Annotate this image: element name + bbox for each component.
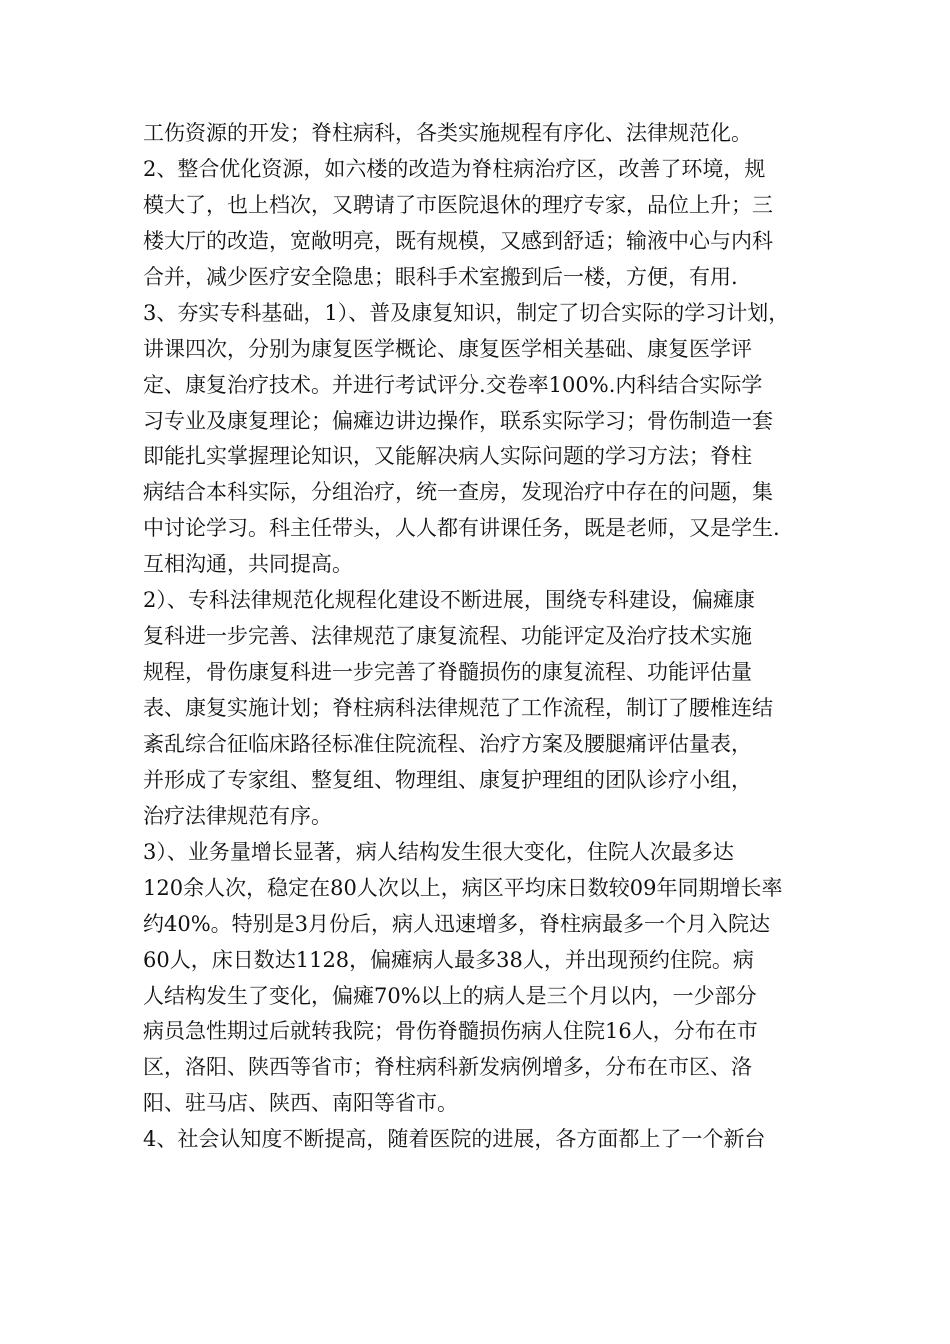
text-line: 病结合本科实际，分组治疗，统一查房，发现治疗中存在的问题，集: [143, 480, 773, 505]
text-line: 规程，骨伤康复科进一步完善了脊髓损伤的康复流程、功能评估量: [143, 660, 752, 685]
text-line: 合并，减少医疗安全隐患；眼科手术室搬到后一楼，方便，有用.: [143, 264, 738, 289]
text-line: 讲课四次，分别为康复医学概论、康复医学相关基础、康复医学评: [143, 336, 752, 361]
text-line: 即能扎实掌握理论知识，又能解决病人实际问题的学习方法；脊柱: [143, 444, 752, 469]
text-line: 治疗法律规范有序。: [143, 803, 332, 828]
text-line: 阳、驻马店、陕西、南阳等省市。: [143, 1091, 458, 1116]
text-line: 60人，床日数达1128，偏瘫病人最多38人，并出现预约住院。病: [143, 947, 754, 972]
text-line: 3）、业务量增长显著，病人结构发生很大变化，住院人次最多达: [143, 839, 734, 864]
text-line: 区，洛阳、陕西等省市；脊柱病科新发病例增多，分布在市区、洛: [143, 1055, 752, 1080]
text-line: 楼大厅的改造，宽敞明亮，既有规模，又感到舒适；输液中心与内科: [143, 228, 773, 253]
text-line: 病员急性期过后就转我院；骨伤脊髓损伤病人住院16人，分布在市: [143, 1019, 758, 1044]
text-line: 中讨论学习。科主任带头，人人都有讲课任务，既是老师，又是学生.: [143, 516, 780, 541]
text-line: 习专业及康复理论；偏瘫边讲边操作，联系实际学习；骨伤制造一套: [143, 408, 773, 433]
text-line: 2）、专科法律规范化规程化建设不断进展，围绕专科建设，偏瘫康: [143, 588, 755, 613]
text-line: 复科进一步完善、法律规范了康复流程、功能评定及治疗技术实施: [143, 624, 752, 649]
text-line: 定、康复治疗技术。并进行考试评分.交卷率100%.内科结合实际学: [143, 372, 763, 397]
document-body: [143, 116, 813, 1158]
text-line: 模大了，也上档次，又聘请了市医院退休的理疗专家，品位上升；三: [143, 192, 773, 217]
text-line: 互相沟通，共同提高。: [143, 552, 353, 577]
text-line: 3、夯实专科基础，1）、普及康复知识，制定了切合实际的学习计划，: [143, 300, 790, 325]
text-line: 紊乱综合征临床路径标准住院流程、治疗方案及腰腿痛评估量表，: [143, 731, 752, 756]
text-line: 并形成了专家组、整复组、物理组、康复护理组的团队诊疗小组，: [143, 767, 752, 792]
text-line: 人结构发生了变化，偏瘫70%以上的病人是三个月以内，一少部分: [143, 983, 757, 1008]
text-line: 4、社会认知度不断提高，随着医院的进展，各方面都上了一个新台: [143, 1127, 766, 1152]
text-line: 2、整合优化资源，如六楼的改造为脊柱病治疗区，改善了环境，规: [143, 156, 766, 181]
text-line: 约40%。特别是3月份后，病人迅速增多，脊柱病最多一个月入院达: [143, 911, 771, 936]
text-line: 工伤资源的开发；脊柱病科，各类实施规程有序化、法律规范化。: [143, 121, 752, 145]
text-line: 120余人次，稳定在80人次以上，病区平均床日数较09年同期增长率: [143, 875, 783, 900]
text-line: 表、康复实施计划；脊柱病科法律规范了工作流程，制订了腰椎连结: [143, 696, 773, 720]
